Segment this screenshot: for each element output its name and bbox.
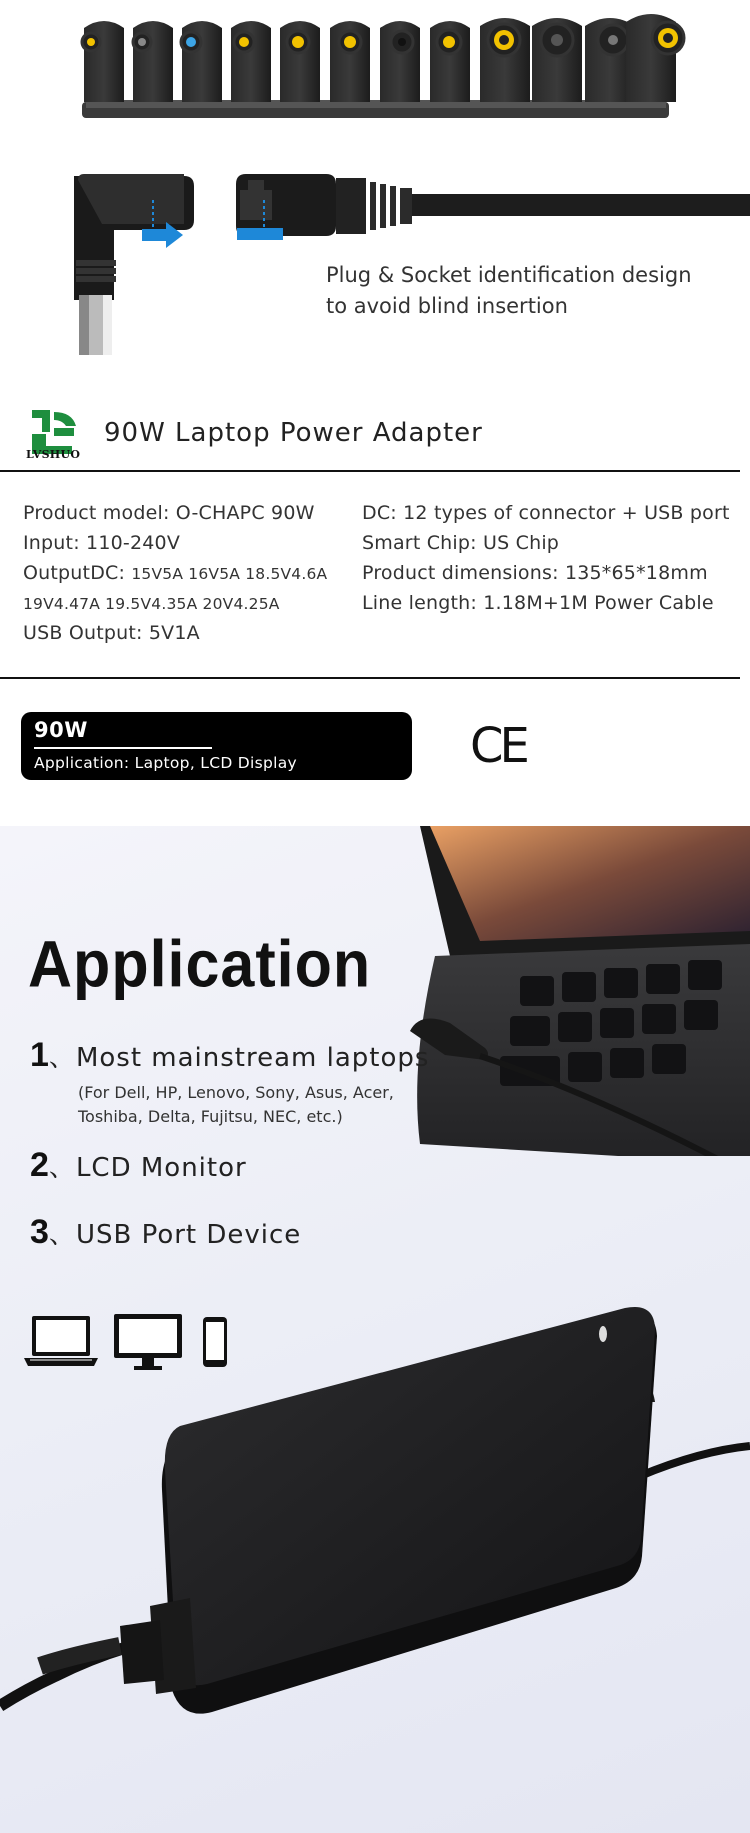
item-number-1: 1 xyxy=(30,1036,49,1074)
spec-usb-output: USB Output: 5V1A xyxy=(23,622,200,644)
tip-5 xyxy=(280,21,320,102)
product-title: 90W Laptop Power Adapter xyxy=(104,418,483,448)
spec-output-values-2-row xyxy=(23,592,280,614)
laptop-image xyxy=(400,826,750,1156)
spec-dimensions: Product dimensions: 135*65*18mm xyxy=(362,562,708,584)
tip-4 xyxy=(231,21,271,102)
spec-output-values-2: 19V4.47A 19.5V4.35A 20V4.25A xyxy=(23,595,280,613)
spec-input: Input: 110-240V xyxy=(23,532,181,554)
spec-output-values-1: 15V5A 16V5A 18.5V4.6A xyxy=(131,565,328,583)
tip-3 xyxy=(181,21,222,102)
ce-mark-icon: CE xyxy=(470,718,526,774)
item-label-3: USB Port Device xyxy=(75,1220,302,1250)
tip-2 xyxy=(133,21,173,102)
item-label-1: Most mainstream laptops xyxy=(75,1043,430,1073)
item-separator-3: 、 xyxy=(48,1220,76,1250)
application-section xyxy=(0,826,750,1833)
tip-9 xyxy=(480,18,530,102)
item-separator-1: 、 xyxy=(48,1043,76,1073)
spec-chip: Smart Chip: US Chip xyxy=(362,532,560,554)
badge-title: 90W xyxy=(34,718,88,742)
item-sub-1a: (For Dell, HP, Lenovo, Sony, Asus, Acer, xyxy=(78,1083,394,1102)
plug-caption xyxy=(326,260,692,322)
divider-top xyxy=(0,470,740,472)
spec-output xyxy=(23,562,327,584)
item-number-2: 2 xyxy=(30,1146,49,1184)
tip-1 xyxy=(82,21,124,102)
application-title: Application xyxy=(28,927,372,1001)
badge-underline xyxy=(34,747,212,749)
socket-connector-icon xyxy=(236,174,750,236)
product-spec-section xyxy=(0,0,750,826)
spec-model: Product model: O-CHAPC 90W xyxy=(23,502,315,524)
tip-10 xyxy=(532,18,582,102)
socket-marker-icon xyxy=(237,228,283,240)
item-sub-1b: Toshiba, Delta, Fujitsu, NEC, etc.) xyxy=(78,1107,343,1126)
badge-application: Application: Laptop, LCD Display xyxy=(34,754,298,772)
application-item-2 xyxy=(30,1146,247,1185)
spec-line-length: Line length: 1.18M+1M Power Cable xyxy=(362,592,714,614)
plug-caption-line-1: Plug & Socket identification design xyxy=(326,263,692,287)
brand-name: LVSHUO xyxy=(26,448,81,461)
spec-output-label: OutputDC: xyxy=(23,562,126,584)
tip-12 xyxy=(626,14,684,102)
application-item-1 xyxy=(30,1036,429,1129)
tip-8 xyxy=(430,21,470,102)
divider-middle xyxy=(0,677,740,679)
tip-6 xyxy=(330,21,370,102)
item-number-3: 3 xyxy=(30,1213,49,1251)
item-label-2: LCD Monitor xyxy=(75,1153,247,1183)
power-adapter-image xyxy=(0,1306,750,1833)
wattage-badge xyxy=(21,712,412,780)
connector-tips-image xyxy=(0,0,750,125)
angled-plug-icon xyxy=(74,174,194,355)
application-item-3 xyxy=(30,1213,301,1252)
plug-caption-line-2: to avoid blind insertion xyxy=(326,294,568,318)
item-separator-2: 、 xyxy=(48,1153,76,1183)
tip-7 xyxy=(380,21,420,102)
spec-dc: DC: 12 types of connector + USB port xyxy=(362,502,730,524)
